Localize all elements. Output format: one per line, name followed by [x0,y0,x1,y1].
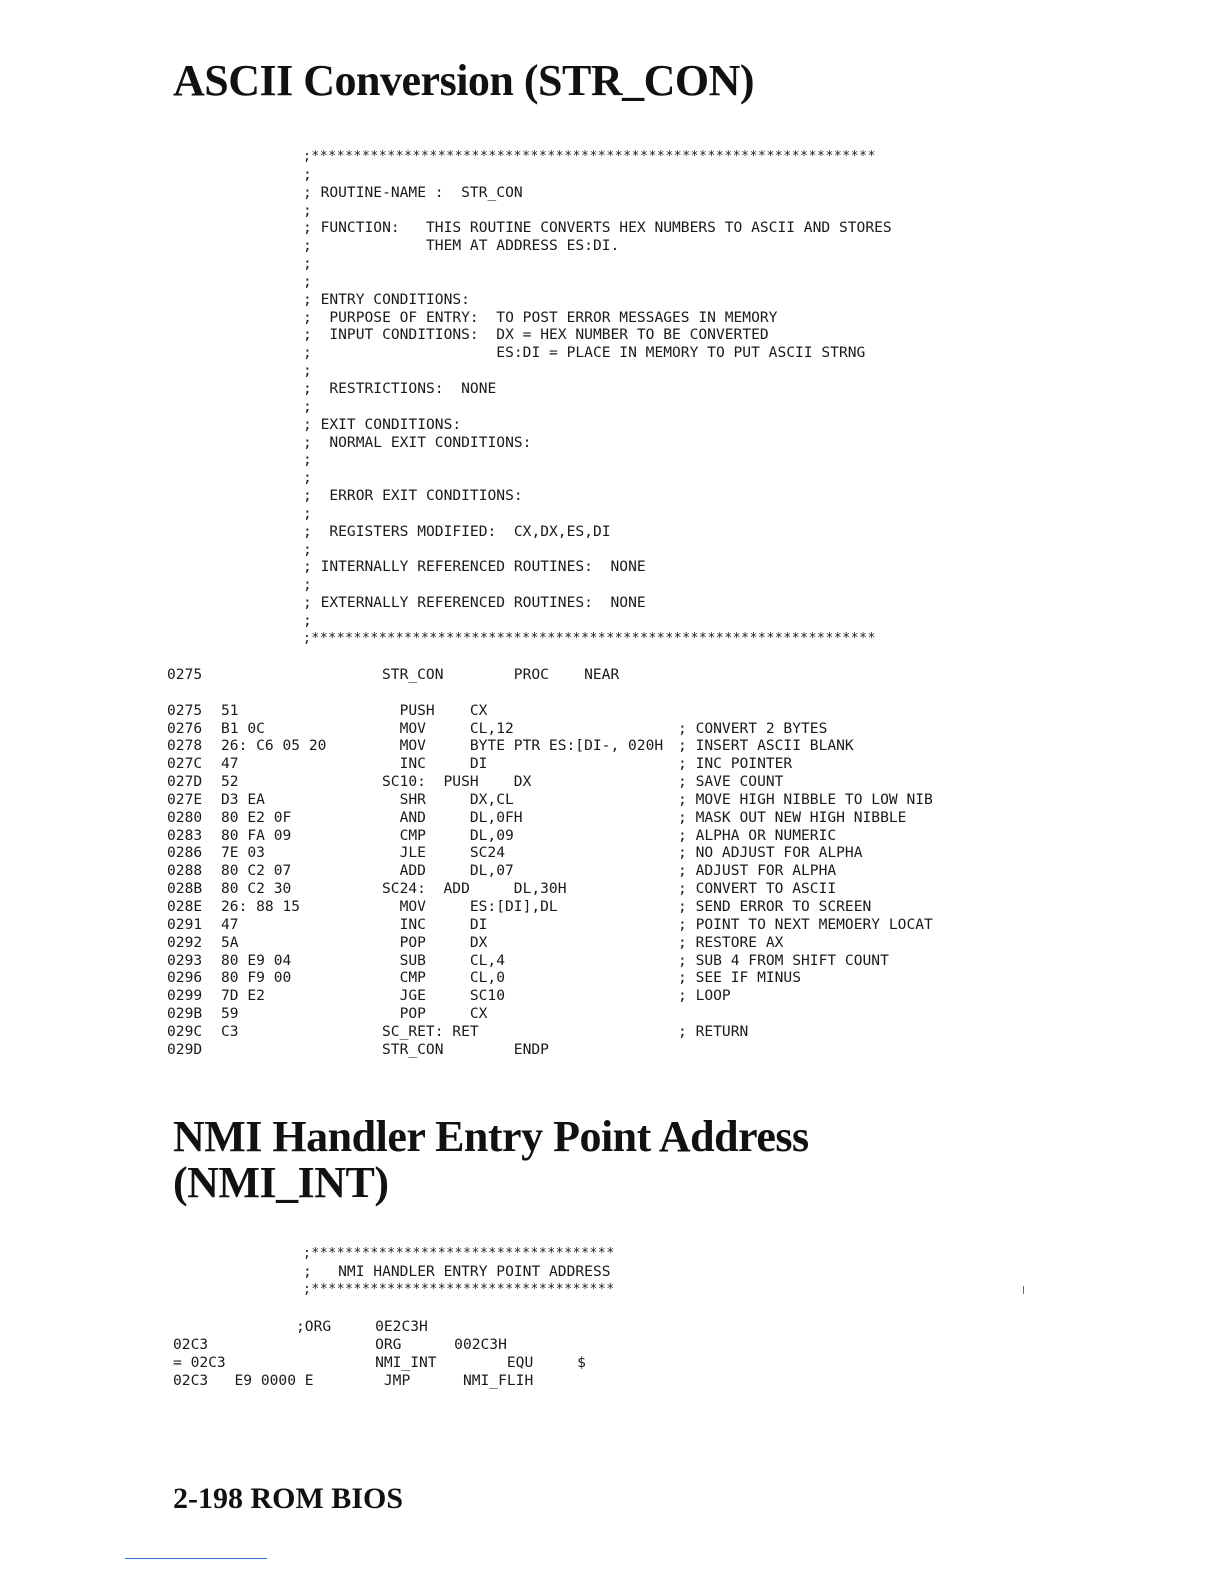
row-machine-code: 7E 03 [221,844,265,862]
row-machine-code: 47 [221,755,239,773]
str-con-header-comment [303,148,892,648]
row-instruction: CMP CL,0 [382,969,506,987]
row-instruction: SC_RET: RET [382,1022,479,1040]
row-instruction: POP DX [382,933,488,951]
row-address: 027C [167,755,203,773]
comment-line: ;******************************************************************* [303,149,877,164]
listing-row [167,1023,933,1041]
listing-row [167,755,933,773]
comment-line: ;******************************************************************* [303,630,877,646]
listing-line: = 02C3 NMI_INT EQU $ [173,1353,586,1371]
row-comment: ; POINT TO NEXT MEMOERY LOCAT [678,915,933,933]
row-comment: ; ADJUST FOR ALPHA [678,862,837,880]
row-address: 0283 [167,826,203,844]
comment-line: ; REGISTERS MODIFIED: CX,DX,ES,DI [303,522,611,540]
listing-row [167,702,933,720]
comment-line: ; [303,165,312,183]
listing-row [167,720,933,738]
comment-line: ; [303,397,312,415]
row-instruction: STR_CON ENDP [382,1040,549,1058]
row-address: 029C [167,1022,203,1040]
row-address: 028E [167,897,203,915]
comment-line: ; PURPOSE OF ENTRY: TO POST ERROR MESSAGES IN MEMORY [303,308,778,326]
row-comment: ; LOOP [678,987,731,1005]
page-footer: 2-198 ROM BIOS [173,1482,404,1515]
comment-line: ; [303,611,312,629]
str-con-listing [167,666,933,1059]
row-machine-code: 80 FA 09 [221,826,292,844]
row-comment: ; RESTORE AX [678,933,784,951]
comment-line: ; FUNCTION: THIS ROUTINE CONVERTS HEX NUMBERS TO ASCII AND STORES [303,219,892,237]
row-address: 0275 [167,666,203,683]
row-address: 0275 [167,701,203,719]
row-machine-code: 80 C2 30 [221,880,292,898]
listing-row [167,773,933,791]
comment-line: ; [303,469,312,487]
row-comment: ; SAVE COUNT [678,773,784,791]
row-comment: ; MOVE HIGH NIBBLE TO LOW NIB [678,790,933,808]
row-comment: ; NO ADJUST FOR ALPHA [678,844,863,862]
row-comment: ; RETURN [678,1022,749,1040]
comment-line: ; [303,201,312,219]
row-machine-code: 26: C6 05 20 [221,737,327,755]
row-machine-code: B1 0C [221,719,265,737]
row-comment: ; SUB 4 FROM SHIFT COUNT [678,951,889,969]
row-address: 0293 [167,951,203,969]
row-address: 0292 [167,933,203,951]
comment-line: ; [303,504,312,522]
row-machine-code: 80 F9 00 [221,969,292,987]
row-machine-code: 52 [221,773,239,791]
listing-row [167,969,933,987]
listing-line: ;ORG 0E2C3H [173,1318,428,1335]
comment-line: ; [303,451,312,469]
section-title-nmi-line2: (NMI_INT) [173,1158,389,1207]
row-instruction: CMP DL,09 [382,826,514,844]
footer-rule [125,1558,267,1559]
row-instruction: ADD DL,07 [382,862,514,880]
row-address: 0288 [167,862,203,880]
comment-line: ;************************************ [303,1281,615,1297]
row-address: 0280 [167,808,203,826]
comment-line: ; ROUTINE-NAME : STR_CON [303,183,523,201]
row-machine-code: 80 E9 04 [221,951,292,969]
row-instruction: INC DI [382,915,488,933]
comment-line: ; INTERNALLY REFERENCED ROUTINES: NONE [303,558,646,576]
row-address: 028B [167,880,203,898]
row-machine-code: D3 EA [221,790,265,808]
row-machine-code: 59 [221,1005,239,1023]
listing-row [167,809,933,827]
comment-line: ; THEM AT ADDRESS ES:DI. [303,237,620,255]
row-comment: ; CONVERT TO ASCII [678,880,837,898]
listing-row [167,987,933,1005]
row-address: 029B [167,1005,203,1023]
row-instruction: SHR DX,CL [382,790,514,808]
comment-line: ; [303,576,312,594]
listing-row [167,934,933,952]
row-instruction: PUSH CX [382,701,488,719]
listing-line: 02C3 ORG 002C3H [173,1335,507,1353]
row-instruction: JGE SC10 [382,987,506,1005]
row-machine-code: 80 E2 0F [221,808,292,826]
row-comment: ; CONVERT 2 BYTES [678,719,828,737]
row-address: 0296 [167,969,203,987]
comment-line: ; ERROR EXIT CONDITIONS: [303,487,523,505]
comment-line: ; ENTRY CONDITIONS: [303,290,470,308]
row-instruction: AND DL,0FH [382,808,523,826]
row-machine-code: 5A [221,933,239,951]
row-address: 027D [167,773,203,791]
comment-line: ; [303,540,312,558]
listing-row [167,827,933,845]
listing-row [167,952,933,970]
row-instruction: SUB CL,4 [382,951,506,969]
listing-row [167,898,933,916]
row-instruction: MOV BYTE PTR ES:[DI-, 020H [382,737,664,755]
listing-row [167,916,933,934]
listing-row [167,844,933,862]
section-title-str-con: ASCII Conversion (STR_CON) [173,56,755,105]
row-comment: ; INC POINTER [678,755,793,773]
row-machine-code: 47 [221,915,239,933]
row-instruction: MOV ES:[DI],DL [382,897,558,915]
row-instruction: JLE SC24 [382,844,506,862]
row-address: 0299 [167,987,203,1005]
listing-row [167,1005,933,1023]
row-comment: ; INSERT ASCII BLANK [678,737,854,755]
row-address: 0291 [167,915,203,933]
row-instruction: STR_CON PROC NEAR [382,666,620,683]
row-address: 0278 [167,737,203,755]
comment-line: ; EXIT CONDITIONS: [303,415,462,433]
row-instruction: INC DI [382,755,488,773]
listing-line: 02C3 E9 0000 E JMP NMI_FLIH [173,1371,534,1389]
row-comment: ; SEND ERROR TO SCREEN [678,897,872,915]
nmi-listing [173,1318,586,1389]
comment-line: ;************************************ [303,1246,615,1261]
row-machine-code: 51 [221,701,239,719]
section-title-nmi-line1: NMI Handler Entry Point Address [173,1112,809,1161]
listing-row [167,684,933,702]
comment-line: ; ES:DI = PLACE IN MEMORY TO PUT ASCII STRNG [303,344,866,362]
comment-line: ; EXTERNALLY REFERENCED ROUTINES: NONE [303,594,646,612]
row-machine-code: 26: 88 15 [221,897,301,915]
listing-row [167,880,933,898]
row-machine-code: 7D E2 [221,987,265,1005]
row-address: 027E [167,790,203,808]
row-comment: ; MASK OUT NEW HIGH NIBBLE [678,808,907,826]
comment-line: ; RESTRICTIONS: NONE [303,379,497,397]
comment-line: ; INPUT CONDITIONS: DX = HEX NUMBER TO BE CONVERTED [303,326,769,344]
listing-row [167,862,933,880]
row-address: 0286 [167,844,203,862]
row-instruction: SC24: ADD DL,30H [382,880,567,898]
listing-row [167,737,933,755]
comment-line: ; NMI HANDLER ENTRY POINT ADDRESS [303,1262,611,1280]
comment-line: ; [303,255,312,273]
row-comment: ; ALPHA OR NUMERIC [678,826,837,844]
listing-row [167,666,933,684]
listing-row [167,1041,933,1059]
row-address: 029D [167,1040,203,1058]
row-machine-code: C3 [221,1022,239,1040]
row-address: 0276 [167,719,203,737]
comment-line: ; [303,362,312,380]
nmi-header-comment [303,1245,615,1299]
comment-line: ; [303,272,312,290]
row-instruction: POP CX [382,1005,488,1023]
row-machine-code: 80 C2 07 [221,862,292,880]
listing-row [167,791,933,809]
comment-line: ; NORMAL EXIT CONDITIONS: [303,433,532,451]
margin-mark [1023,1286,1024,1294]
row-comment: ; SEE IF MINUS [678,969,802,987]
row-instruction: SC10: PUSH DX [382,773,532,791]
row-instruction: MOV CL,12 [382,719,514,737]
